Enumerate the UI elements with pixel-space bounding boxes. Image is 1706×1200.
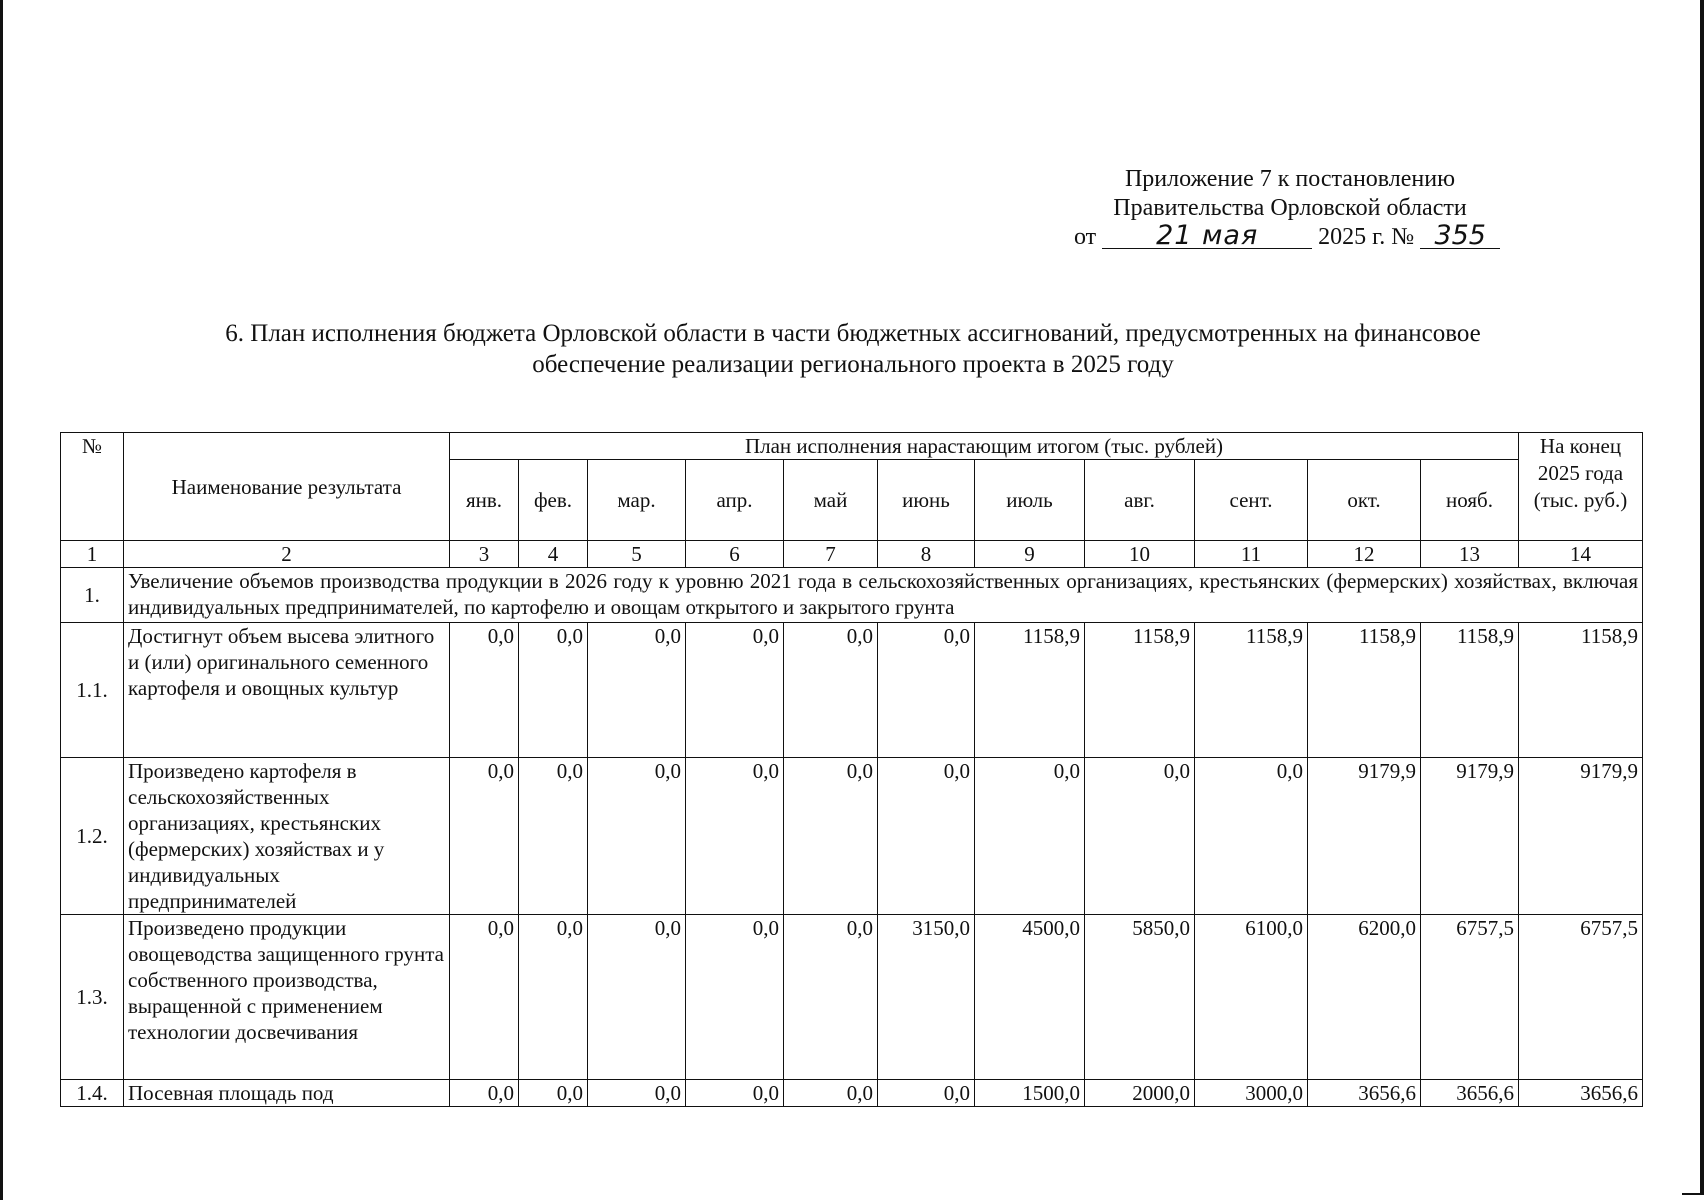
- end-year-value-cell: 6757,5: [1519, 915, 1643, 1080]
- month-value-cell: 1158,9: [975, 623, 1085, 758]
- month-value-cell: 0,0: [784, 623, 878, 758]
- month-value-cell: 0,0: [686, 1080, 784, 1107]
- end-year-value-cell: 1158,9: [1519, 623, 1643, 758]
- month-value-cell: 0,0: [519, 758, 588, 915]
- month-value-cell: 0,0: [588, 758, 686, 915]
- month-value-cell: 0,0: [878, 623, 975, 758]
- month-value-cell: 4500,0: [975, 915, 1085, 1080]
- appendix-block: [1060, 165, 1520, 252]
- group-row: [61, 568, 1643, 623]
- column-number-row: [61, 541, 1643, 568]
- header-month: апр.: [686, 460, 784, 541]
- table-row: [61, 915, 1643, 1080]
- column-number-cell: 1: [61, 541, 124, 568]
- appendix-line-1: Приложение 7 к постановлению: [1124, 166, 1456, 192]
- result-name: Произведено продукции овощеводства защищенного грунта собственного производства, выращенной с применением технологии досвечивания: [124, 915, 450, 1080]
- header-plan-group: План исполнения нарастающим итогом (тыс. рублей): [450, 433, 1519, 460]
- header-end-year: На конец 2025 года (тыс. руб.): [1519, 433, 1643, 541]
- column-number-cell: 14: [1519, 541, 1643, 568]
- header-month: май: [784, 460, 878, 541]
- month-value-cell: 0,0: [878, 1080, 975, 1107]
- result-name: Достигнут объем высева элитного и (или) оригинального семенного картофеля и овощных культур: [124, 623, 450, 758]
- month-value-cell: 3000,0: [1195, 1080, 1308, 1107]
- month-value-cell: 0,0: [686, 758, 784, 915]
- handwritten-date: 21 мая: [1102, 224, 1312, 249]
- month-value-cell: 1158,9: [1085, 623, 1195, 758]
- column-number-cell: 13: [1421, 541, 1519, 568]
- month-value-cell: 0,0: [588, 915, 686, 1080]
- column-number-cell: 11: [1195, 541, 1308, 568]
- month-value-cell: 0,0: [519, 1080, 588, 1107]
- row-number: 1.3.: [61, 915, 124, 1080]
- end-year-value-cell: 9179,9: [1519, 758, 1643, 915]
- month-value-cell: 0,0: [1195, 758, 1308, 915]
- row-number: 1.2.: [61, 758, 124, 915]
- table-row: [61, 1080, 1643, 1107]
- group-num: 1.: [61, 568, 124, 623]
- month-value-cell: 0,0: [450, 758, 519, 915]
- month-value-cell: 1158,9: [1421, 623, 1519, 758]
- header-month: июнь: [878, 460, 975, 541]
- month-value-cell: 0,0: [519, 915, 588, 1080]
- month-value-cell: 2000,0: [1085, 1080, 1195, 1107]
- scan-edge-left: [0, 0, 3, 1200]
- column-number-cell: 8: [878, 541, 975, 568]
- month-value-cell: 0,0: [450, 1080, 519, 1107]
- column-number-cell: 12: [1308, 541, 1421, 568]
- month-value-cell: 0,0: [1085, 758, 1195, 915]
- month-value-cell: 0,0: [878, 758, 975, 915]
- document-title: [60, 318, 1646, 380]
- month-value-cell: 0,0: [784, 758, 878, 915]
- month-value-cell: 0,0: [686, 623, 784, 758]
- month-value-cell: 0,0: [450, 915, 519, 1080]
- month-value-cell: 0,0: [784, 1080, 878, 1107]
- month-value-cell: 5850,0: [1085, 915, 1195, 1080]
- scan-edge-bottom: [1682, 1193, 1704, 1195]
- handwritten-number: 355: [1420, 224, 1500, 249]
- date-prefix: от: [1074, 224, 1097, 250]
- column-number-cell: 3: [450, 541, 519, 568]
- month-value-cell: 3656,6: [1308, 1080, 1421, 1107]
- header-month: июль: [975, 460, 1085, 541]
- budget-plan-table: [60, 432, 1643, 1107]
- header-month: авг.: [1085, 460, 1195, 541]
- month-value-cell: 3150,0: [878, 915, 975, 1080]
- table-row: [61, 623, 1643, 758]
- header-month: фев.: [519, 460, 588, 541]
- month-value-cell: 9179,9: [1421, 758, 1519, 915]
- month-value-cell: 0,0: [519, 623, 588, 758]
- column-number-cell: 4: [519, 541, 588, 568]
- month-value-cell: 6100,0: [1195, 915, 1308, 1080]
- header-month: нояб.: [1421, 460, 1519, 541]
- column-number-cell: 7: [784, 541, 878, 568]
- year-text: 2025 г. №: [1318, 224, 1415, 250]
- table-header: [61, 433, 1643, 541]
- month-value-cell: 1500,0: [975, 1080, 1085, 1107]
- month-value-cell: 0,0: [784, 915, 878, 1080]
- month-value-cell: 0,0: [588, 623, 686, 758]
- row-number: 1.1.: [61, 623, 124, 758]
- month-value-cell: 0,0: [588, 1080, 686, 1107]
- month-value-cell: 1158,9: [1308, 623, 1421, 758]
- month-value-cell: 9179,9: [1308, 758, 1421, 915]
- month-value-cell: 0,0: [686, 915, 784, 1080]
- month-value-cell: 6200,0: [1308, 915, 1421, 1080]
- scan-edge-right: [1700, 0, 1704, 1194]
- header-month: сент.: [1195, 460, 1308, 541]
- title-line-2: обеспечение реализации регионального проекта в 2025 году: [532, 351, 1174, 378]
- header-num: №: [61, 433, 124, 541]
- title-line-1: 6. План исполнения бюджета Орловской области в части бюджетных ассигнований, предусмотренных на финансовое: [225, 320, 1481, 347]
- result-name: Произведено картофеля в сельскохозяйственных организациях, крестьянских (фермерских) хозяйствах и у индивидуальных предпринимателей: [124, 758, 450, 915]
- month-value-cell: 6757,5: [1421, 915, 1519, 1080]
- header-month: окт.: [1308, 460, 1421, 541]
- decree-line: [1060, 220, 1520, 252]
- row-number: 1.4.: [61, 1080, 124, 1107]
- header-month: мар.: [588, 460, 686, 541]
- month-value-cell: 1158,9: [1195, 623, 1308, 758]
- table-row: [61, 758, 1643, 915]
- header-name: Наименование результата: [124, 433, 450, 541]
- column-number-cell: 6: [686, 541, 784, 568]
- column-number-cell: 9: [975, 541, 1085, 568]
- end-year-value-cell: 3656,6: [1519, 1080, 1643, 1107]
- appendix-line-2: Правительства Орловской области: [1113, 195, 1467, 221]
- column-number-cell: 10: [1085, 541, 1195, 568]
- month-value-cell: 3656,6: [1421, 1080, 1519, 1107]
- header-month: янв.: [450, 460, 519, 541]
- table-body: [61, 541, 1643, 1107]
- group-text: Увеличение объемов производства продукции в 2026 году к уровню 2021 года в сельскохозяйственных организациях, крестьянских (фермерских) хозяйствах, включая индивидуальных предпринимателей, по картофелю и овощам открытого и закрытого грунта: [124, 568, 1643, 623]
- month-value-cell: 0,0: [450, 623, 519, 758]
- column-number-cell: 2: [124, 541, 450, 568]
- month-value-cell: 0,0: [975, 758, 1085, 915]
- column-number-cell: 5: [588, 541, 686, 568]
- result-name: Посевная площадь под: [124, 1080, 450, 1107]
